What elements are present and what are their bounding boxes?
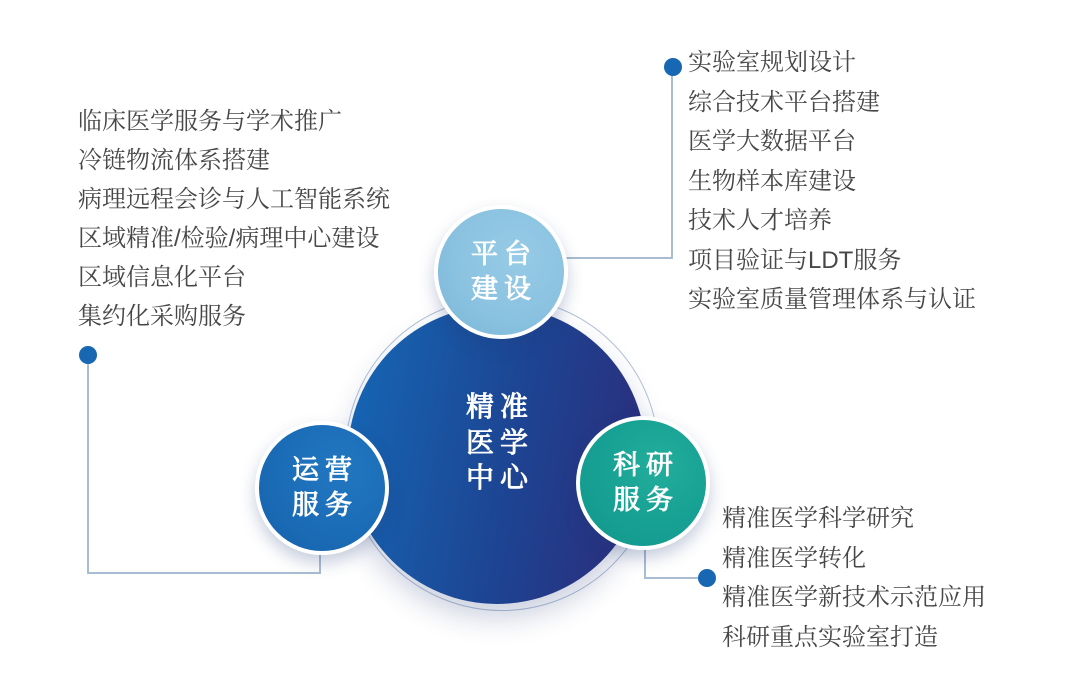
- list-platform: [688, 43, 976, 320]
- center-title-line: 医学: [465, 426, 534, 458]
- list-item: 区域精准/检验/病理中心建设: [78, 225, 380, 252]
- list-item: 冷链物流体系搭建: [78, 147, 270, 174]
- list-operation: [78, 102, 390, 336]
- list-item: 项目验证与LDT服务: [688, 246, 902, 274]
- list-item: 实验室质量管理体系与认证: [688, 286, 976, 313]
- list-item: 精准医学转化: [722, 544, 866, 572]
- list-item: 集约化采购服务: [78, 303, 246, 330]
- list-item: 技术人才培养: [688, 207, 832, 234]
- satellite-research-label-line: 科研: [613, 450, 679, 480]
- connector-operation-stub-line: [319, 552, 321, 573]
- connector-research-vertical-line: [644, 546, 646, 579]
- satellite-operation-circle: [255, 421, 389, 555]
- satellite-operation-label-line: 运营: [292, 455, 358, 485]
- center-title-line: 精准: [465, 391, 534, 422]
- list-item: 生物样本库建设: [688, 167, 856, 195]
- satellite-platform-circle: [434, 205, 568, 339]
- connector-platform-vertical-line: [671, 74, 673, 259]
- list-item: 临床医学服务与学术推广: [78, 108, 342, 135]
- connector-operation-dot: [79, 346, 97, 364]
- list-item: 精准医学新技术示范应用: [722, 584, 986, 611]
- list-item: 实验室规划设计: [688, 49, 856, 76]
- list-research: [722, 499, 986, 657]
- list-item: 科研重点实验室打造: [722, 623, 938, 651]
- satellite-operation-label-line: 服务: [292, 490, 358, 520]
- connector-research-dot: [698, 569, 716, 587]
- center-title-line: 中心: [465, 462, 534, 493]
- connector-operation-horizontal-line: [87, 572, 321, 574]
- satellite-research-circle: [576, 416, 710, 550]
- connector-research-horizontal-line: [644, 577, 701, 579]
- list-item: 病理远程会诊与人工智能系统: [78, 186, 390, 213]
- connector-platform-dot: [664, 58, 682, 76]
- connector-operation-vertical-line: [87, 362, 89, 574]
- satellite-research-label-line: 服务: [613, 485, 679, 515]
- list-item: 区域信息化平台: [78, 264, 246, 291]
- list-item: 精准医学科学研究: [722, 505, 914, 532]
- list-item: 综合技术平台搭建: [688, 88, 880, 116]
- satellite-platform-label-line: 建设: [471, 274, 537, 304]
- satellite-platform-label-line: 平台: [471, 239, 537, 269]
- list-item: 医学大数据平台: [688, 128, 856, 155]
- connector-platform-horizontal-line: [562, 257, 673, 259]
